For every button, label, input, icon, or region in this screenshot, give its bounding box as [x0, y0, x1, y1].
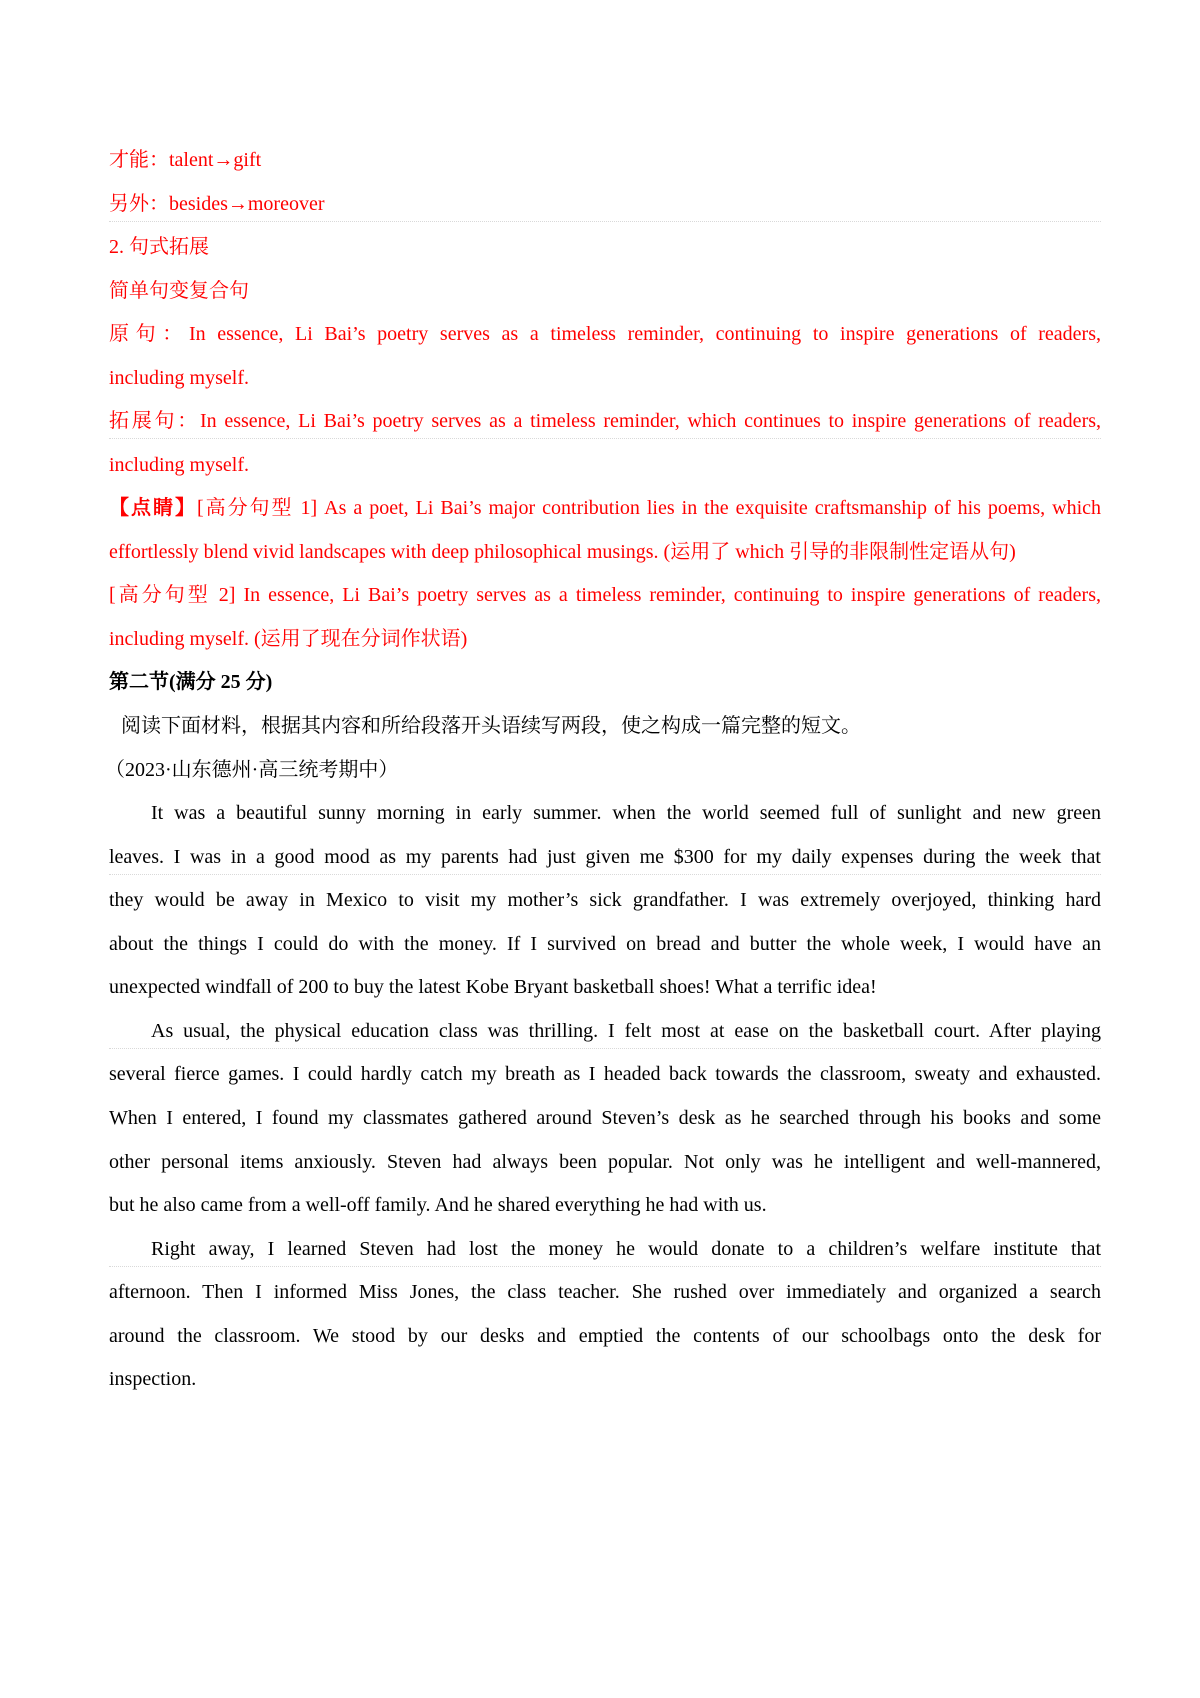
dotted-rule [109, 438, 1101, 439]
story-p3-line-1: Right away, I learned Steven had lost the money he would donate to a children’s welfare institute that [151, 1238, 1101, 1260]
expansion-subheading: 简单句变复合句 [109, 280, 249, 302]
dotted-rule [109, 221, 1101, 222]
highlight-sentence-1-line-2: effortlessly blend vivid landscapes with deep philosophical musings. (运用了 which 引导的非限制性定语从句) [109, 541, 1016, 563]
highlight-sentence-1-line-1: 【点睛】[高分句型 1] As a poet, Li Bai’s major contribution lies in the exquisite craftsmanship of his poems, which [109, 497, 1102, 519]
dotted-rule [109, 1266, 1101, 1267]
story-p1-line-3: they would be away in Mexico to visit my mother’s sick grandfather. I was extremely overjoyed, thinking hard [109, 889, 1101, 911]
source-note: （2023·山东德州·高三统考期中） [105, 759, 399, 781]
story-p2-line-3: When I entered, I found my classmates gathered around Steven’s desk as he searched through his books and some [109, 1107, 1101, 1129]
story-p1-line-4: about the things I could do with the money. If I survived on bread and butter the whole week, I would have an [109, 933, 1101, 955]
story-p2-line-5: but he also came from a well-off family. And he shared everything he had with us. [109, 1194, 767, 1216]
story-p3-line-4: inspection. [109, 1368, 197, 1390]
section-title: 第二节(满分 25 分) [109, 671, 273, 693]
story-p2-line-1: As usual, the physical education class was thrilling. I felt most at ease on the basketball court. After playing [151, 1020, 1101, 1042]
story-p1-line-1: It was a beautiful sunny morning in early summer. when the world seemed full of sunlight and new green [151, 802, 1101, 824]
story-p1-line-5: unexpected windfall of 200 to buy the latest Kobe Bryant basketball shoes! What a terrific idea! [109, 976, 877, 998]
highlight-sentence-2-line-1: [高分句型 2] In essence, Li Bai’s poetry serves as a timeless reminder, continuing to inspire generations of readers, [109, 584, 1101, 606]
vocab-line-2: 另外：besides→moreover [109, 193, 325, 215]
story-p3-line-3: around the classroom. We stood by our desks and emptied the contents of our schoolbags onto the desk for [109, 1325, 1101, 1347]
story-p3-line-2: afternoon. Then I informed Miss Jones, the class teacher. She rushed over immediately and organized a search [109, 1281, 1101, 1303]
story-p2-line-4: other personal items anxiously. Steven had always been popular. Not only was he intelligent and well-mannered, [109, 1151, 1101, 1173]
expanded-sentence-line-1: 拓展句：In essence, Li Bai’s poetry serves as a timeless reminder, which continues to inspire generations of readers, [109, 410, 1102, 432]
story-p2-line-2: several fierce games. I could hardly catch my breath as I headed back towards the classroom, sweaty and exhausted. [109, 1063, 1101, 1085]
dotted-rule [109, 1048, 1101, 1049]
section-instruction: 阅读下面材料，根据其内容和所给段落开头语续写两段，使之构成一篇完整的短文。 [121, 715, 861, 737]
vocab-line-1: 才能：talent→gift [109, 149, 262, 171]
dotted-rule [109, 874, 1101, 875]
expanded-sentence-line-2: including myself. [109, 454, 249, 476]
original-sentence-line-1: 原句：In essence, Li Bai’s poetry serves as a timeless reminder, continuing to inspire generations of readers, [109, 323, 1101, 345]
expansion-heading: 2. 句式拓展 [109, 236, 209, 258]
story-p1-line-2: leaves. I was in a good mood as my parents had just given me $300 for my daily expenses during the week that [109, 846, 1101, 868]
original-sentence-line-2: including myself. [109, 367, 249, 389]
highlight-sentence-2-line-2: including myself. (运用了现在分词作状语) [109, 628, 468, 650]
